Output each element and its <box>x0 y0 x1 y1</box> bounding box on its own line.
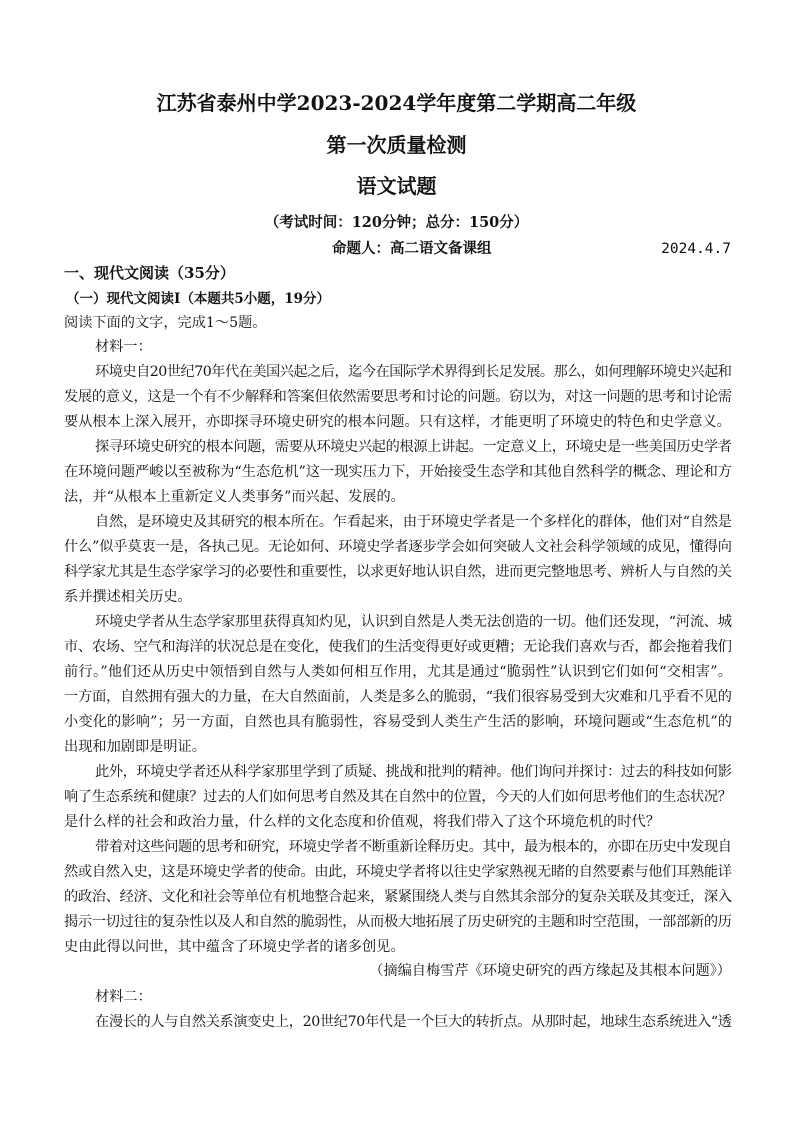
material-2-label: 材料二： <box>95 989 152 1005</box>
paragraph-line: 环境史学者从生态学家那里获得真知灼见，认识到自然是人类无法创造的一切。他们还发现，“河流、城 <box>95 614 732 630</box>
paragraph-line: 揭示一切过往的复杂性以及人和自然的脆弱性，从而极大地拓展了历史研究的主题和时空范围，一部部新的历 <box>64 914 732 930</box>
title-school-term: 江苏省泰州中学2023-2024学年度第二学期高二年级 <box>156 91 637 115</box>
paragraph-line: 自然，是环境史及其研究的根本所在。乍看起来，由于环境史学者是一个多样化的群体，他们对“自然是 <box>95 514 732 530</box>
paragraph-line: 是什么样的社会和政治力量，什么样的文化态度和价值观，将我们带入了这个环境危机的时代？ <box>64 814 660 830</box>
paragraph-line: 的政治、经济、文化和社会等单位有机地整合起来，紧紧围绕人类与自然其余部分的复杂关联及其变迁，深入 <box>64 889 732 905</box>
paragraph-line: 带着对这些问题的思考和研究，环境史学者不断重新诠释历史。其中，最为根本的，亦即在历史中发现自 <box>95 839 732 855</box>
material-2-paragraph-line: 在漫长的人与自然关系演变史上，20世纪70年代是一个巨大的转折点。从那时起，地球生态系统进入“透 <box>95 1014 732 1030</box>
paragraph-line: 要从根本上深入展开，亦即探寻环境史研究的根本问题。只有这样，才能更明了环境史的特色和史学意义。 <box>64 414 731 430</box>
paragraph-line: 前行。”他们还从历史中领悟到自然与人类如何相互作用，尤其是通过“脆弱性”认识到它们如何“交相害”。 <box>64 664 733 680</box>
material-1-label: 材料一： <box>95 339 152 355</box>
exam-info: （考试时间：120分钟；总分：150分） <box>264 214 529 231</box>
paragraph-line: 史由此得以问世，其中蕴含了环境史学者的诸多创见。 <box>64 939 405 955</box>
paragraph-line: 小变化的影响”；另一方面，自然也具有脆弱性，容易受到人类生产生活的影响，环境问题或“生态危机”的 <box>64 714 733 730</box>
material-1-citation: （摘编自梅雪芹《环境史研究的西方缘起及其根本问题》） <box>369 963 731 979</box>
paragraph-line: 此外，环境史学者还从科学家那里学到了质疑、挑战和批判的精神。他们询问并探讨：过去的科技如何影 <box>95 764 732 780</box>
paragraph-line: 然或自然入史，这是环境史学者的使命。由此，环境史学者将以往史学家熟视无睹的自然要素与他们耳熟能详 <box>64 864 732 880</box>
exam-date: 2024.4.7 <box>661 241 731 257</box>
section-heading: 一、现代文阅读（35分） <box>64 264 235 282</box>
paragraph-line: 科学家尤其是生态学家学习的必要性和重要性，以求更好地认识自然，进而更完整地思考、辨析人与自然的关 <box>64 564 732 580</box>
title-exam-name: 第一次质量检测 <box>326 133 467 157</box>
paragraph-line: 什么”似乎莫衷一是，各执己见。无论如何、环境史学者逐步学会如何突破人文社会科学领域的成见，懂得向 <box>64 539 732 555</box>
paragraph-line: 环境史自20世纪70年代在美国兴起之后，迄今在国际学术界得到长足发展。那么，如何理解环境史兴起和 <box>95 364 732 380</box>
paragraph-line: 法，并“从根本上重新定义人类事务”而兴起、发展的。 <box>64 489 405 505</box>
title-subject: 语文试题 <box>356 174 437 198</box>
reading-instruction: 阅读下面的文字，完成1～5题。 <box>64 315 267 331</box>
paragraph-line: 在环境问题严峻以至被称为“生态危机”这一现实压力下，开始接受生态学和其他自然科学的概念、理论和方 <box>64 464 733 480</box>
paragraph-line: 探寻环境史研究的根本问题，需要从环境史兴起的根源上讲起。一定意义上，环境史是一些美国历史学者 <box>95 439 732 455</box>
paragraph-line: 发展的意义，这是一个有不少解释和答案但依然需要思考和讨论的问题。窃以为，对这一问题的思考和讨论需 <box>64 389 732 405</box>
sub-section-heading: （一）现代文阅读Ⅰ（本题共5小题，19分） <box>66 291 330 307</box>
paragraph-line: 一方面，自然拥有强大的力量，在大自然面前，人类是多么的脆弱，“我们很容易受到大灾难和几乎看不见的 <box>64 689 732 705</box>
paragraph-line: 响了生态系统和健康？过去的人们如何思考自然及其在自然中的位置，今天的人们如何思考他们的生态状况？ <box>64 789 732 805</box>
paragraph-line: 系并撰述相关历史。 <box>64 589 192 605</box>
paragraph-line: 出现和加剧即是明证。 <box>64 739 206 755</box>
paragraph-line: 市、农场、空气和海洋的状况总是在变化，使我们的生活变得更好或更糟；无论我们喜欢与否，都会拖着我们 <box>64 639 732 655</box>
exam-author: 命题人：高二语文备课组 <box>332 240 492 257</box>
